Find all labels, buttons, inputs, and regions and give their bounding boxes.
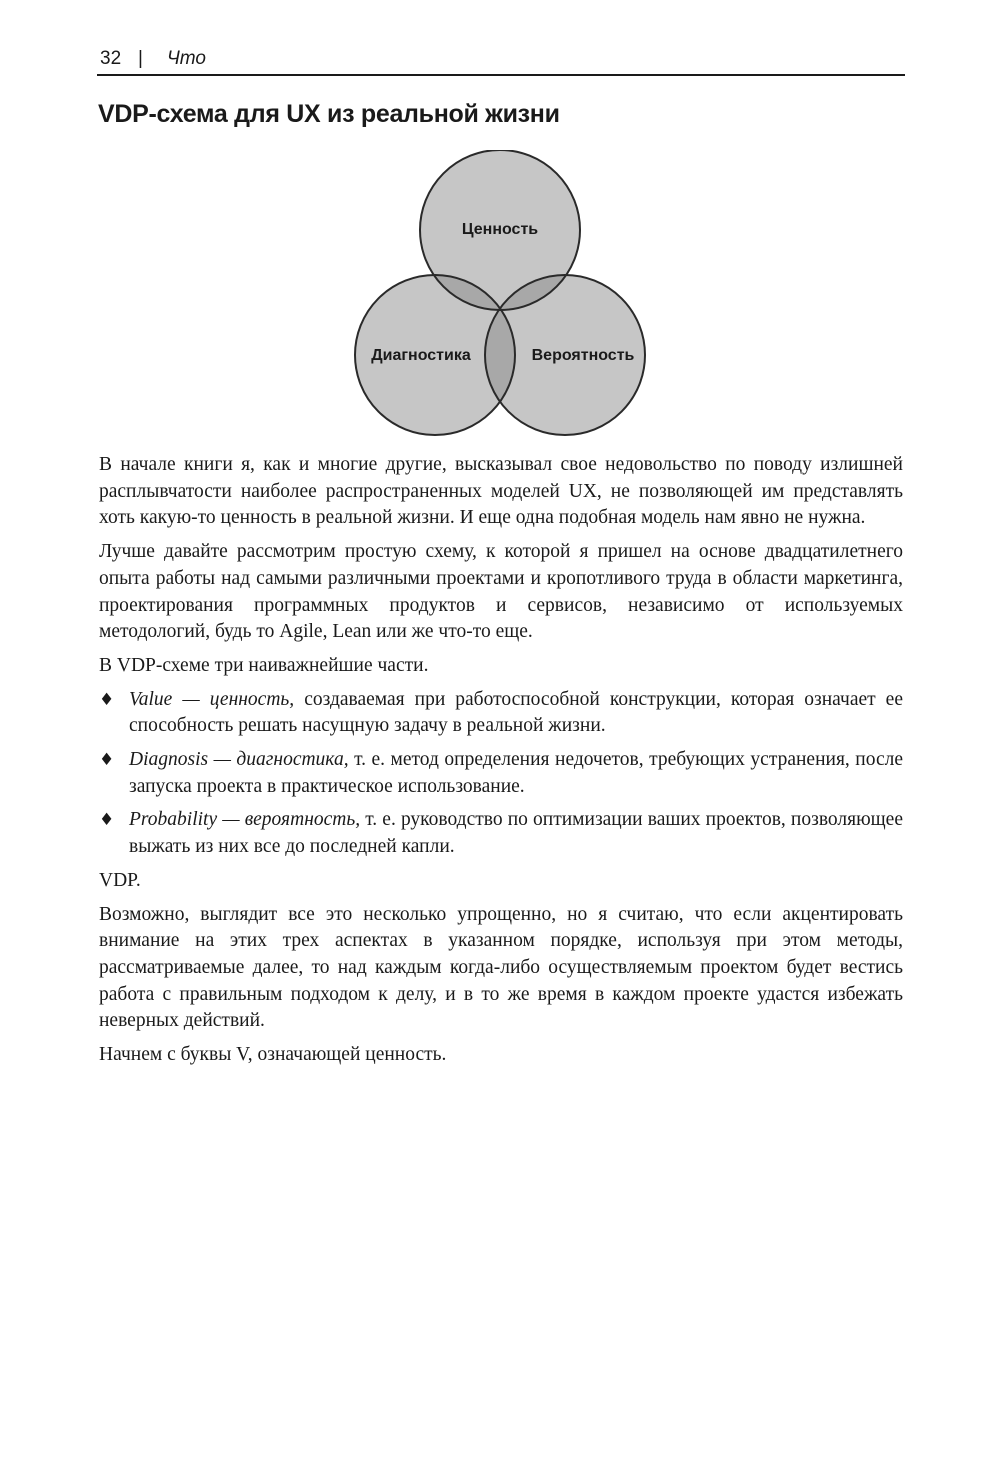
vdp-venn-diagram: [330, 150, 670, 450]
list-item: [99, 747, 903, 800]
paragraph-next: Начнем с буквы V, означающей ценность.: [99, 1044, 447, 1066]
page-header: [97, 44, 905, 76]
paragraph-approach: Возможно, выглядит все это несколько упрощенно, но я считаю, что если акцентировать внимание на этих трех аспектах в указанном порядке, используя при этом методы, рассматриваемые далее, то над каждым когда-либо осуществляемым проектом будет вестись работа с правильным подходом к делу, и в то же время в каждом проекте удастся избежать неверных действий.: [99, 903, 903, 1032]
bullet-list: [99, 687, 903, 861]
paragraph-intro: В начале книги я, как и многие другие, высказывал свое недовольство по поводу излишней расплывчатости наиболее распространенных моделей UX, не позволяющей им представлять хоть какую-то ценность в реальной жизни. И еще одна подобная модель нам явно не нужна.: [99, 454, 903, 529]
paragraph-parts: В VDP-схеме три наиважнейшие части.: [99, 654, 429, 676]
term-diagnosis: Diagnosis — диагностика,: [129, 749, 349, 771]
label-probability: Вероятность: [531, 347, 635, 364]
paragraph-proposal: Лучше давайте рассмотрим простую схему, к которой я пришел на основе двадцатилетнего опыта работы над самыми различными проектами и кропотливого труда в области маркетинга, проектирования программных продуктов и сервисов, независимо от используемых методологий, будь то Agile, Lean или же что-то еще.: [99, 541, 903, 643]
label-value: Ценность: [461, 221, 539, 238]
running-title: Что: [167, 48, 206, 69]
term-value: Value — ценность,: [129, 688, 295, 710]
label-diagnosis: Диагностика: [371, 347, 471, 364]
section-title: VDP-схема для UX из реальной жизни: [98, 100, 560, 128]
term-probability: Probability — вероятность,: [129, 809, 361, 831]
paragraph-vdp: VDP.: [99, 869, 141, 891]
diamond-bullet-icon: ♦: [99, 689, 115, 710]
description-value: создаваемая при работоспособной конструкции, которая означает ее способность решать насущную задачу в реальной жизни.: [129, 688, 903, 737]
diamond-bullet-icon: ♦: [99, 750, 115, 771]
page-number: 32: [100, 48, 122, 69]
body-text: [99, 452, 903, 1076]
list-item: [99, 807, 903, 860]
list-item: [99, 687, 903, 740]
description-probability: т. е. руководство по оптимизации ваших проектов, позволяющее выжать из них все до последней капли.: [129, 809, 903, 858]
diamond-bullet-icon: ♦: [99, 810, 115, 831]
description-diagnosis: т. е. метод определения недочетов, требующих устранения, после запуска проекта в практическое использование.: [129, 749, 904, 797]
header-separator: |: [138, 48, 143, 69]
